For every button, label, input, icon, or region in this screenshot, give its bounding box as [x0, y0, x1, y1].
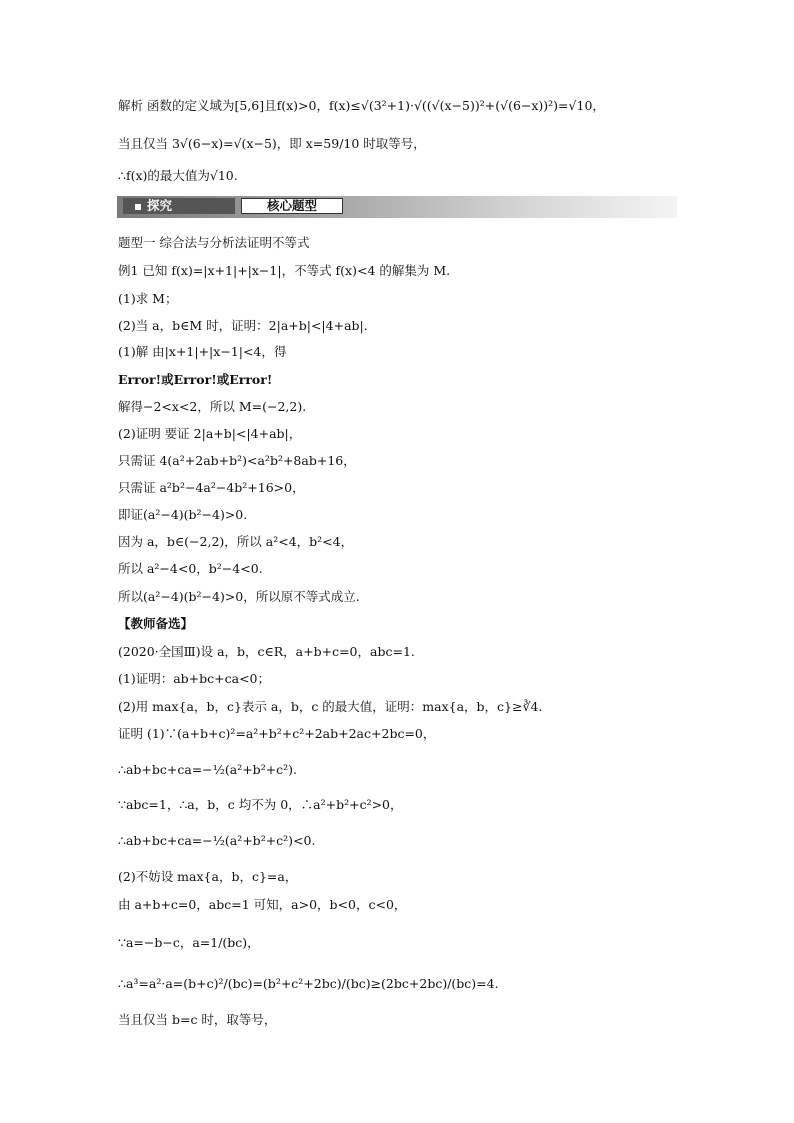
- analysis-line-1: 解析 函数的定义域为[5,6]且f(x)>0，f(x)≤√(3²+1)·√((√(x−5))²+(√(6−x))²)=√10，: [118, 98, 605, 113]
- analysis-line-3: ∴f(x)的最大值为√10.: [118, 168, 238, 183]
- body-line: 只需证 a²b²−4a²−4b²+16>0，: [118, 480, 305, 495]
- body-line: 例1 已知 f(x)=|x+1|+|x−1|，不等式 f(x)<4 的解集为 M.: [118, 263, 451, 278]
- body-line: 因为 a，b∈(−2,2)，所以 a²<4，b²<4，: [118, 534, 354, 549]
- body-line: 即证(a²−4)(b²−4)>0.: [118, 507, 248, 522]
- body-line: 只需证 4(a²+2ab+b²)<a²b²+8ab+16，: [118, 453, 356, 468]
- body-line: (2)用 max{a，b，c}表示 a，b，c 的最大值，证明：max{a，b，c}≥∛4.: [118, 699, 543, 714]
- body-line: ∴ab+bc+ca=−½(a²+b²+c²)<0.: [118, 833, 316, 848]
- body-line: 题型一 综合法与分析法证明不等式: [118, 235, 310, 250]
- body-line: ∵a=−b−c，a=1/(bc)，: [118, 935, 260, 950]
- body-line: 证明 (1)∵(a+b+c)²=a²+b²+c²+2ab+2ac+2bc=0，: [118, 726, 436, 741]
- banner-tab-core-types: 核心题型: [241, 198, 343, 214]
- body-line: (1)求 M；: [118, 291, 178, 306]
- body-line: 解得−2<x<2，所以 M=(−2,2).: [118, 399, 307, 414]
- body-line: Error!或Error!或Error!: [118, 372, 273, 387]
- banner-tab-explore-label: 探究: [147, 198, 173, 213]
- square-icon: [135, 204, 141, 210]
- body-line: ∴ab+bc+ca=−½(a²+b²+c²).: [118, 762, 298, 777]
- body-line: (1)解 由|x+1|+|x−1|<4，得: [118, 344, 287, 359]
- body-line: 当且仅当 b=c 时，取等号，: [118, 1012, 277, 1027]
- section-banner: [117, 196, 677, 218]
- body-line: (2)当 a，b∈M 时，证明：2|a+b|<|4+ab|.: [118, 318, 368, 333]
- analysis-line-2: 当且仅当 3√(6−x)=√(x−5)，即 x=59/10 时取等号，: [118, 136, 426, 151]
- body-line: (2020·全国Ⅲ)设 a，b，c∈R，a+b+c=0，abc=1.: [118, 644, 415, 659]
- body-line: 所以(a²−4)(b²−4)>0，所以原不等式成立.: [118, 589, 360, 604]
- body-line: 所以 a²−4<0，b²−4<0.: [118, 561, 263, 576]
- body-line: (2)证明 要证 2|a+b|<|4+ab|，: [118, 426, 302, 441]
- body-line: ∴a³=a²·a=(b+c)²/(bc)=(b²+c²+2bc)/(bc)≥(2bc+2bc)/(bc)=4.: [118, 976, 499, 991]
- body-line: 由 a+b+c=0，abc=1 可知，a>0，b<0，c<0，: [118, 897, 407, 912]
- body-line: (2)不妨设 max{a，b，c}=a，: [118, 869, 298, 884]
- body-line: ∵abc=1，∴a，b，c 均不为 0，∴a²+b²+c²>0，: [118, 797, 403, 812]
- banner-tab-explore: [123, 198, 235, 214]
- body-line: 【教师备选】: [118, 616, 194, 631]
- body-line: (1)证明：ab+bc+ca<0；: [118, 671, 270, 686]
